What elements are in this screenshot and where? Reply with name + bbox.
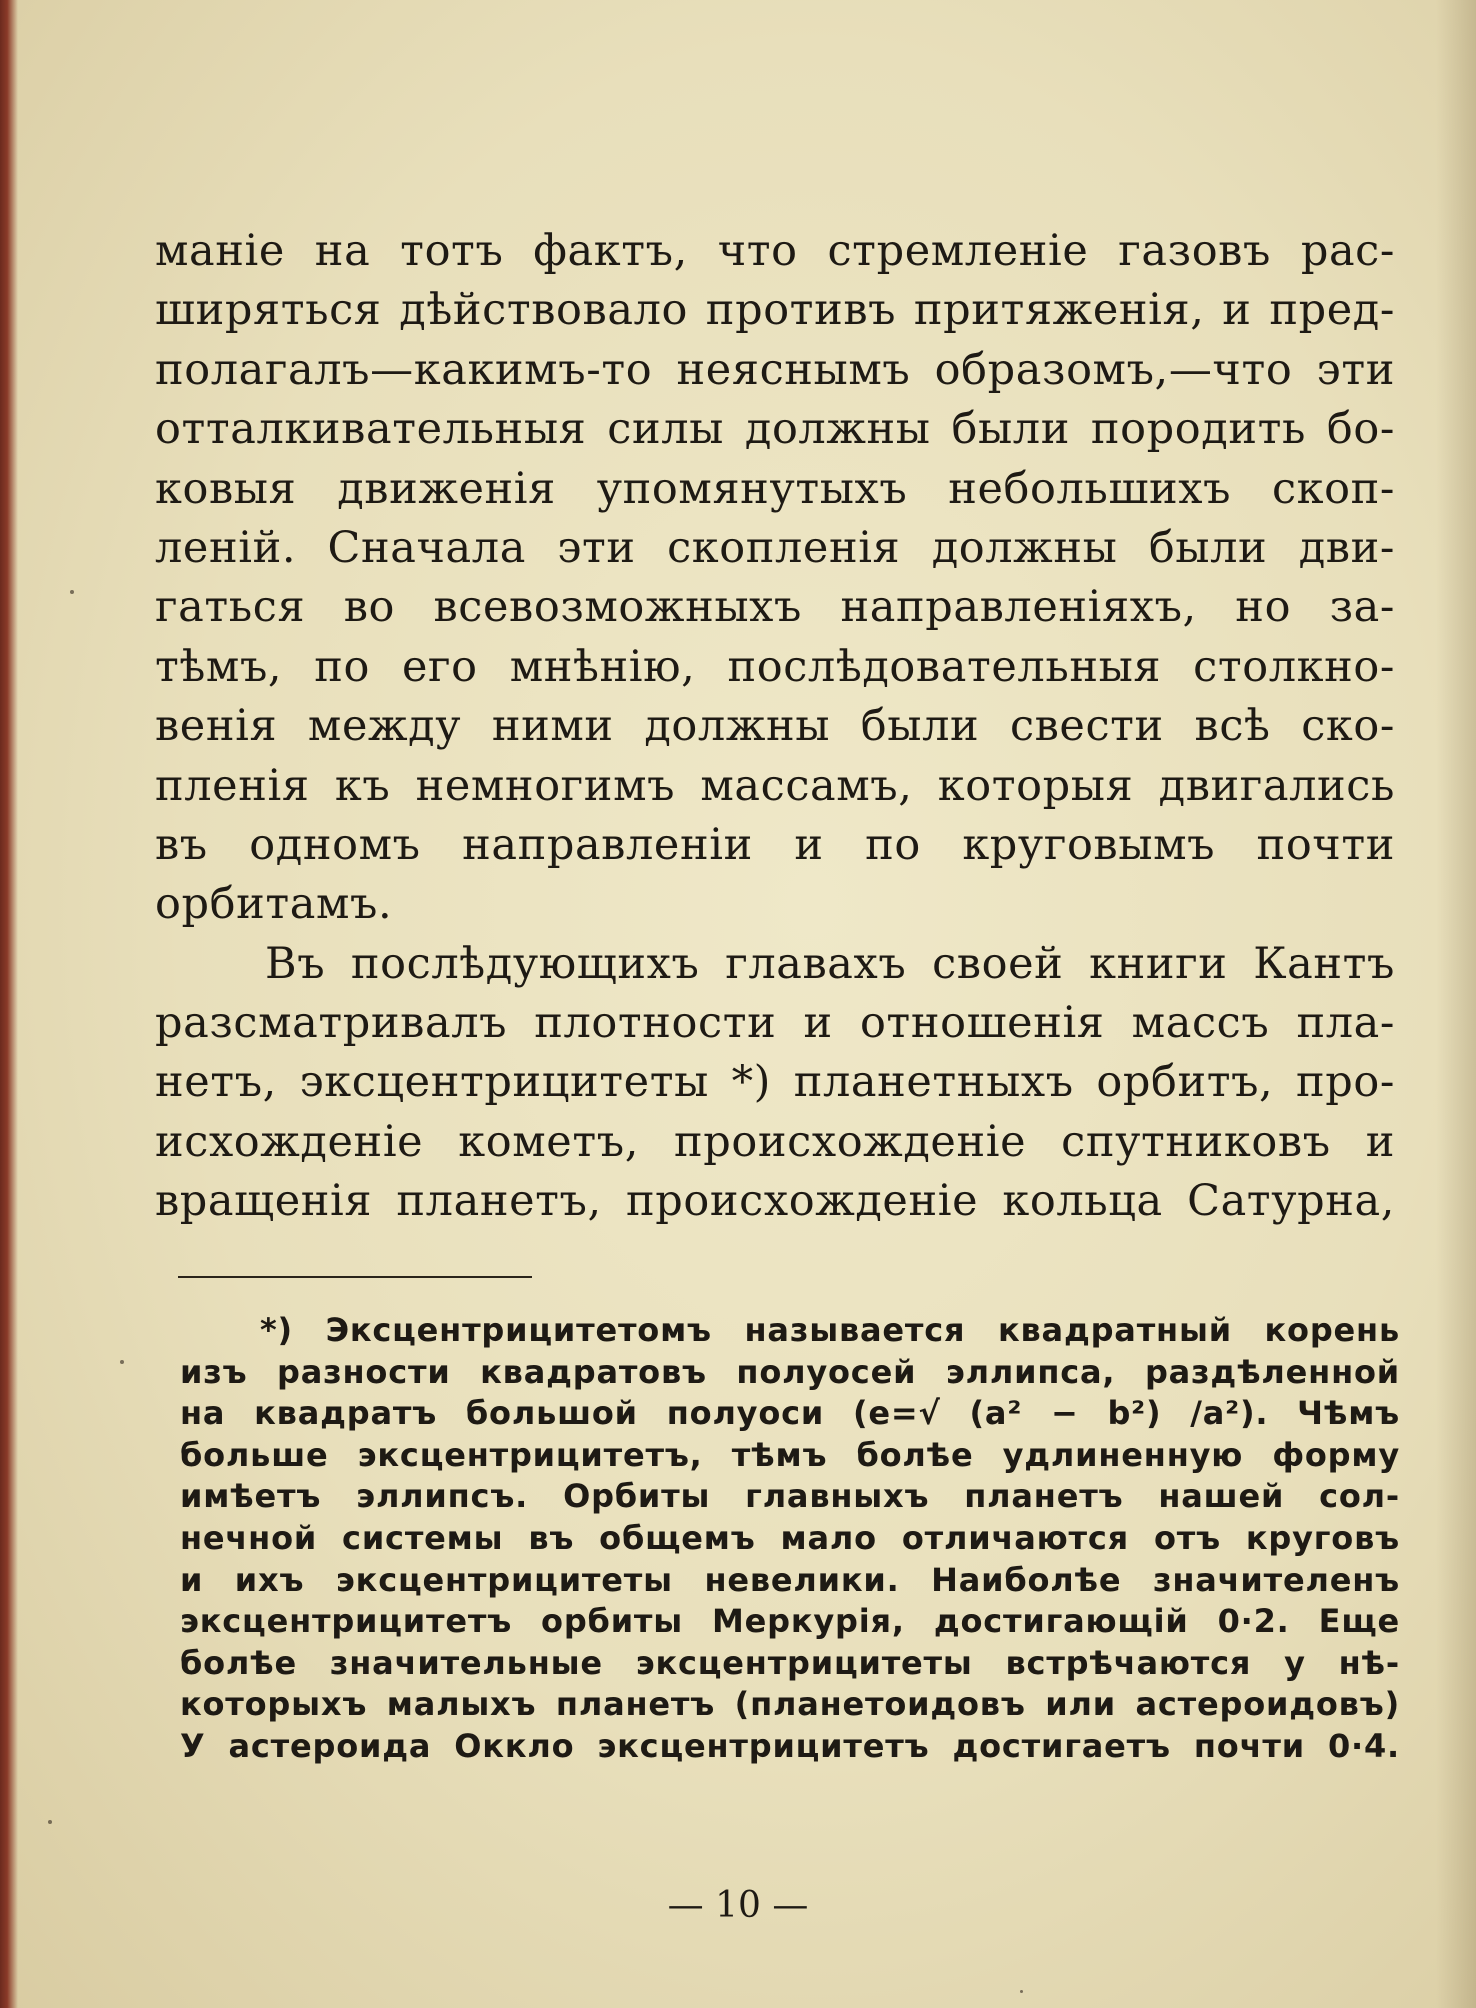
body-line: въ одномъ направленіи и по круговымъ почти	[155, 819, 1395, 870]
body-line: Въ послѣдующихъ главахъ своей книги Кантъ	[265, 938, 1395, 989]
paper-speck	[120, 1360, 124, 1364]
footnote-line: эксцентрицитетъ орбиты Меркурія, достигающій 0·2. Еще	[180, 1602, 1400, 1641]
body-line: разсматривалъ плотности и отношенія массъ пла-	[155, 998, 1395, 1049]
footnote-line: на квадратъ большой полуоси (e=√ (a² − b²) /a²). Чѣмъ	[180, 1394, 1400, 1433]
footnote-line: изъ разности квадратовъ полуосей эллипса, раздѣленной	[180, 1352, 1400, 1391]
body-line: ковыя движенія упомянутыхъ небольшихъ скоп-	[155, 463, 1395, 514]
footnote-line: имѣетъ эллипсъ. Орбиты главныхъ планетъ нашей сол-	[180, 1477, 1400, 1516]
footnote-line: и ихъ эксцентрицитеты невелики. Наиболѣе значителенъ	[180, 1560, 1400, 1599]
main-text	[155, 222, 1395, 1232]
body-line: венія между ними должны были свести всѣ ско-	[155, 701, 1395, 752]
body-line: нетъ, эксцентрицитеты *) планетныхъ орбитъ, про-	[155, 1057, 1395, 1108]
body-line: полагалъ—какимъ-то неяснымъ образомъ,—что эти	[155, 344, 1395, 395]
footnote	[180, 1310, 1400, 1768]
body-line: исхожденіе кометъ, происхожденіе спутниковъ и	[155, 1116, 1395, 1167]
body-line: ширяться дѣйствовало противъ притяженія, и пред-	[155, 285, 1395, 336]
body-line: орбитамъ.	[155, 879, 393, 930]
paper-speck	[48, 1820, 52, 1824]
footnote-line: болѣе значительные эксцентрицитеты встрѣчаются у нѣ-	[180, 1643, 1400, 1682]
body-line: вращенія планетъ, происхожденіе кольца Сатурна,	[155, 1176, 1395, 1227]
body-line: гаться во всевозможныхъ направленіяхъ, но за-	[155, 582, 1395, 633]
body-line: маніе на тотъ фактъ, что стремленіе газовъ рас-	[155, 226, 1395, 276]
footnote-line: больше эксцентрицитетъ, тѣмъ болѣе удлиненную форму	[180, 1435, 1400, 1474]
page-number: — 10 —	[667, 1885, 809, 1926]
footnote-separator	[178, 1276, 532, 1278]
body-line: пленія къ немногимъ массамъ, которыя двигались	[155, 760, 1395, 811]
body-line: отталкивательныя силы должны были породить бо-	[155, 404, 1395, 455]
paper-speck	[1020, 1990, 1023, 1993]
footnote-line: нечной системы въ общемъ мало отличаются отъ круговъ	[180, 1518, 1400, 1557]
paper-speck	[70, 590, 74, 594]
footnote-line: У астероида Оккло эксцентрицитетъ достигаетъ почти 0·4.	[180, 1726, 1400, 1765]
body-line: леній. Сначала эти скопленія должны были дви-	[155, 522, 1395, 573]
footnote-line: *) Эксцентрицитетомъ называется квадратный корень	[260, 1311, 1400, 1349]
footnote-line: которыхъ малыхъ планетъ (планетоидовъ или астероидовъ)	[180, 1685, 1400, 1724]
body-line: тѣмъ, по его мнѣнію, послѣдовательныя столкно-	[155, 641, 1395, 692]
